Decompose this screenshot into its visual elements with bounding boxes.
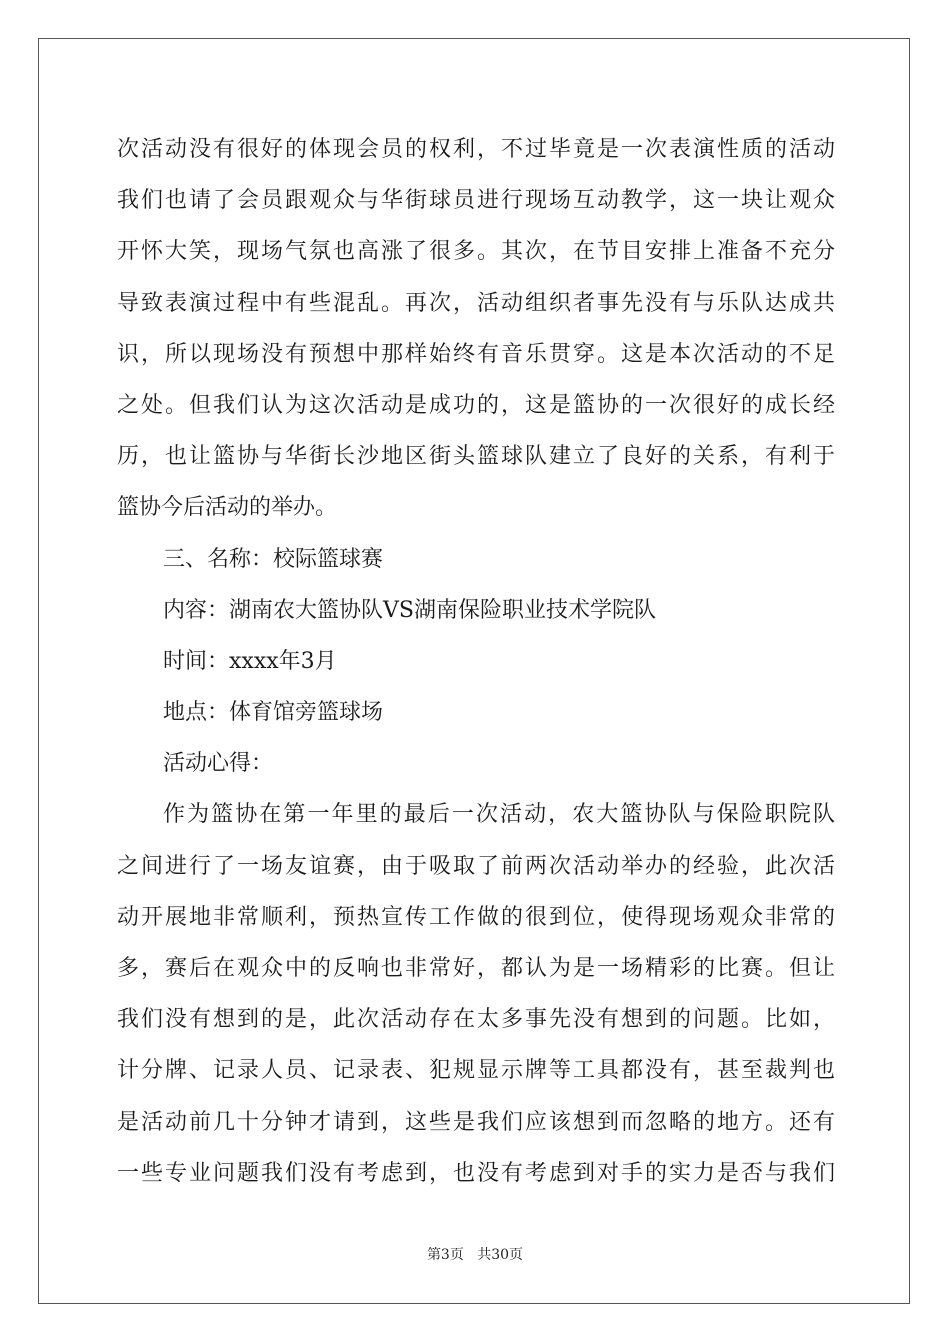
section-heading: 三、名称：校际篮球赛	[163, 546, 384, 572]
text-line: 之间进行了一场友谊赛，由于吸取了前两次活动举办的经验，此次活	[117, 853, 835, 879]
text-line: 我们也请了会员跟观众与华街球员进行现场互动教学，这一块让观众	[117, 188, 835, 214]
text-line: 我们没有想到的是，此次活动存在太多事先没有想到的问题。比如，	[117, 1007, 835, 1033]
current-page-number: 第3页	[426, 1247, 464, 1263]
paragraph-1	[117, 124, 835, 534]
event-location: 地点：体育馆旁篮球场	[163, 700, 384, 726]
page-footer	[0, 1244, 950, 1264]
document-body	[117, 124, 835, 1199]
text-line: 开怀大笑，现场气氛也高涨了很多。其次，在节目安排上准备不充分	[117, 239, 835, 265]
paragraph-reflection	[117, 789, 835, 1199]
text-line: 多，赛后在观众中的反响也非常好，都认为是一场精彩的比赛。但让	[117, 956, 835, 981]
event-time: 时间：xxxx年3月	[163, 648, 337, 674]
text-line: 历，也让篮协与华街长沙地区街头篮球队建立了良好的关系，有利于	[117, 444, 835, 470]
text-line: 计分牌、记录人员、记录表、犯规显示牌等工具都没有，甚至裁判也	[117, 1058, 835, 1084]
text-line: 作为篮协在第一年里的最后一次活动，农大篮协队与保险职院队	[163, 802, 835, 828]
text-line: 之处。但我们认为这次活动是成功的，这是篮协的一次很好的成长经	[117, 392, 835, 418]
text-line: 动开展地非常顺利，预热宣传工作做的很到位，使得现场观众非常的	[117, 904, 835, 930]
total-page-count: 共30页	[477, 1247, 524, 1263]
text-line: 篮协今后活动的举办。	[117, 495, 338, 521]
text-line: 次活动没有很好的体现会员的权利，不过毕竟是一次表演性质的活动	[117, 137, 835, 162]
text-line: 导致表演过程中有些混乱。再次，活动组织者事先没有与乐队达成共	[117, 290, 835, 316]
text-line: 一些专业问题我们没有考虑到，也没有考虑到对手的实力是否与我们	[117, 1160, 835, 1186]
event-content: 内容：湖南农大篮协队VS湖南保险职业技术学院队	[163, 597, 656, 623]
text-line: 是活动前几十分钟才请到，这些是我们应该想到而忽略的地方。还有	[117, 1109, 835, 1135]
text-line: 识，所以现场没有预想中那样始终有音乐贯穿。这是本次活动的不足	[117, 341, 835, 367]
reflection-heading: 活动心得：	[163, 751, 274, 777]
